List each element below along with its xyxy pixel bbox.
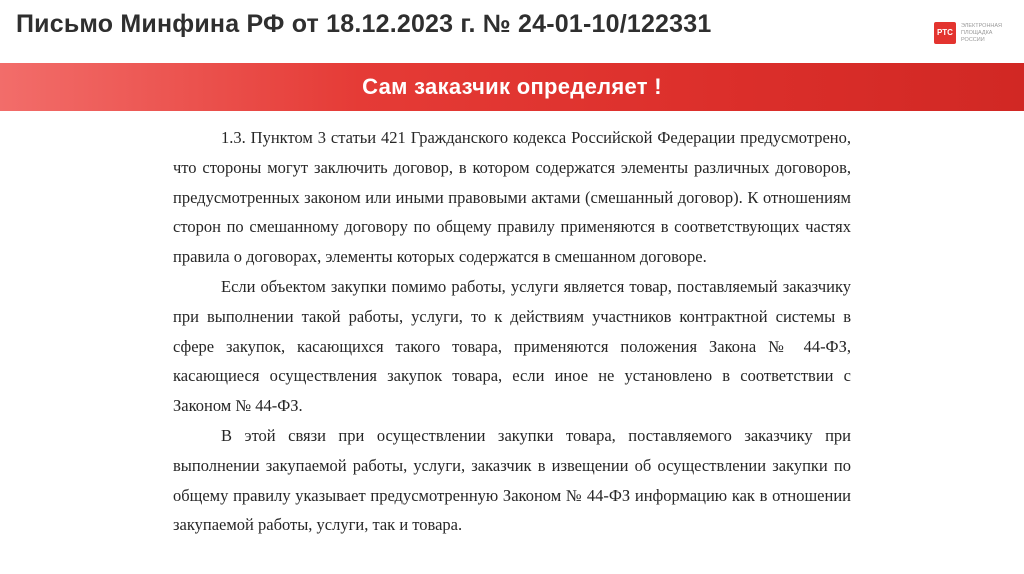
paragraph-1: 1.3. Пунктом 3 статьи 421 Гражданского кодекса Российской Федерации предусмотрено, что стороны могут заключить договор, в котором содержатся элементы различных договоров, предусмотренных законом или иными правовыми актами (смешанный договор). К отношениям сторон по смешанному договору по общему правилу применяются в соответствующих частях правила о договорах, элементы которых содержатся в смешанном договоре.: [173, 128, 851, 267]
paragraph-3: В этой связи при осуществлении закупки товара, поставляемого заказчику при выполнении закупаемой работы, услуги, заказчик в извещении об осуществлении закупки по общему правилу указывает предусмотренную Законом № 44-ФЗ информацию как в отношении закупаемой работы, услуги, так и товара.: [173, 425, 851, 535]
document-excerpt: [173, 123, 851, 540]
red-banner: [0, 63, 1024, 111]
rts-logo: [934, 22, 1004, 46]
logo-mark: РТС: [934, 22, 956, 44]
paragraph-2: Если объектом закупки помимо работы, услуги является товар, поставляемый заказчику при выполнении такой работы, услуги, то к действиям участников контрактной системы в сфере закупок, касающихся такого товара, применяются положения Закона № 44-ФЗ, касающиеся осуществления закупок товара, если иное не установлено в соответствии с Законом № 44-ФЗ.: [173, 276, 851, 416]
logo-text: ЭЛЕКТРОННАЯ ПЛОЩАДКА РОССИИ: [961, 23, 1003, 43]
slide-title: Письмо Минфина РФ от 18.12.2023 г. № 24-01-10/122331: [16, 10, 712, 38]
banner-text: Сам заказчик определяет !: [362, 74, 662, 99]
